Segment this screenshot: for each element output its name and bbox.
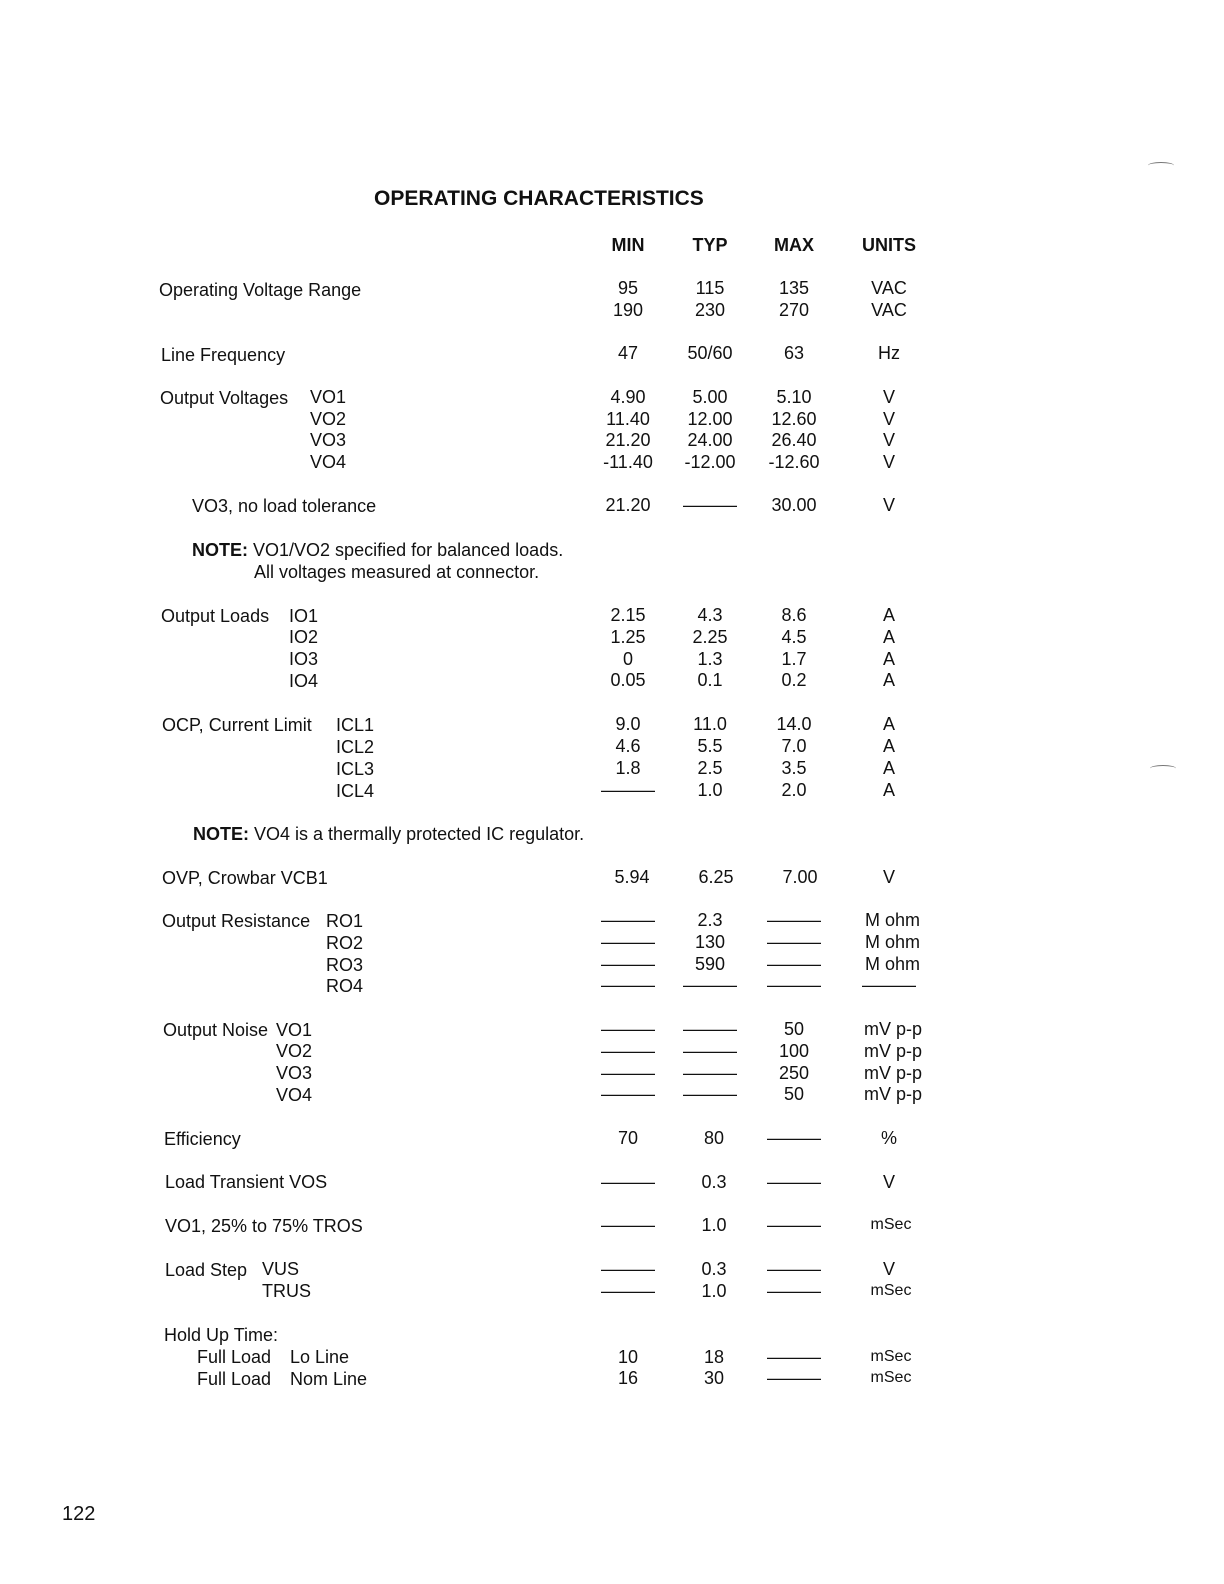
value-typ: 18 [703,1347,725,1367]
value-units: mV p-p [864,1041,923,1061]
value-max: 135 [778,278,810,298]
value-units: Hz [878,343,900,363]
sub-label: VO4 [276,1085,313,1105]
note-label: NOTE: [192,540,248,560]
page-title: OPERATING CHARACTERISTICS [374,187,704,210]
sub-label: ICL4 [336,781,375,801]
value-max: 5.10 [776,387,812,407]
param-label: OCP, Current Limit [162,715,312,735]
value-typ: 590 [694,954,726,974]
sub-label: ICL1 [336,715,375,735]
value-min: 9.0 [615,714,641,734]
dash-typ: ——— [683,1041,737,1061]
value-min: 10 [617,1347,639,1367]
value-units: V [882,1259,895,1279]
dash-max: ——— [767,1347,821,1367]
page-number: 122 [62,1503,96,1525]
param-label: Line Frequency [161,345,286,365]
dash-max: ——— [767,1281,821,1301]
value-max: 50 [783,1084,805,1104]
value-min: 4.90 [610,387,646,407]
value-max: 4.5 [781,627,807,647]
value-typ: 130 [694,932,726,952]
value-units: M ohm [865,932,921,952]
value-typ: 115 [695,278,725,298]
value-typ: 0.3 [701,1259,727,1279]
dash-min: ——— [601,910,655,930]
value-units: V [882,867,895,887]
value-typ: 11.0 [693,714,727,734]
dash-min: ——— [601,1259,655,1279]
value-units: V [882,387,895,407]
dash-min: ——— [601,932,655,952]
scan-mark [1148,162,1174,169]
sub-label: VO3 [276,1063,313,1083]
sub-label: TRUS [262,1281,311,1301]
value-units: A [882,758,895,778]
value-units: A [882,780,895,800]
value-typ: 24.00 [687,430,733,450]
param-label: VO3, no load tolerance [192,496,377,516]
value-min: 70 [617,1128,639,1148]
value-units: mV p-p [864,1084,923,1104]
value-min: 2.15 [610,605,646,625]
dash-max: ——— [767,954,821,974]
scan-mark [1150,765,1176,772]
value-max: 50 [783,1019,805,1039]
dash-typ: ——— [683,1084,737,1104]
note-text: VO4 is a thermally protected IC regulator. [254,824,585,844]
value-typ: 12.00 [687,409,733,429]
value-max: 7.0 [781,736,807,756]
value-min: 0 [622,649,633,669]
value-min: 16 [617,1368,639,1388]
value-typ: 2.5 [697,758,723,778]
param-label: Output Noise [163,1020,269,1040]
column-header-max: MAX [774,235,814,255]
value-units: A [882,736,895,756]
value-min: 1.8 [615,758,641,778]
sub-label: VO4 [310,452,347,472]
value-units: M ohm [865,910,921,930]
dash-typ: ——— [683,975,737,995]
dash-min: ——— [601,1063,655,1083]
value-typ: 1.0 [697,780,723,800]
value-units: VAC [871,300,907,320]
param-label: VO1, 25% to 75% TROS [165,1216,363,1236]
column-header-units: UNITS [862,235,916,255]
value-units: A [882,670,895,690]
sub-label: IO4 [289,671,319,691]
value-units: mSec [870,1216,912,1233]
sub-label: VO2 [310,409,347,429]
value-max: 14.0 [776,714,812,734]
column-header-min: MIN [611,235,645,255]
value-max: 1.7 [781,649,807,669]
dash-max: ——— [767,1259,821,1279]
param-label: Load Step [165,1260,248,1280]
value-units: mSec [870,1282,912,1299]
dash-typ: ——— [683,1019,737,1039]
value-units: V [882,452,895,472]
value-typ: 80 [703,1128,725,1148]
value-units: mV p-p [864,1063,923,1083]
value-max: 63 [783,343,805,363]
value-max: 2.0 [781,780,807,800]
value-max: 30.00 [771,495,817,515]
value-units: A [882,649,895,669]
value-typ: 5.00 [692,387,728,407]
value-typ: 2.3 [697,910,723,930]
param-label: OVP, Crowbar VCB1 [162,868,328,888]
value-typ: 30 [703,1368,725,1388]
param-label: Output Resistance [162,911,311,931]
value-units: A [882,627,895,647]
dash-min: ——— [601,975,655,995]
sub-label: IO2 [289,627,319,647]
note [193,823,584,845]
value-units: mSec [870,1348,912,1365]
dash-max: ——— [767,1215,821,1235]
value-max: 3.5 [781,758,807,778]
value-max: 0.2 [781,670,807,690]
dash-max: ——— [767,975,821,995]
value-typ: 0.3 [701,1172,727,1192]
sub-label: Nom Line [290,1369,368,1389]
value-typ: 0.1 [697,670,723,690]
value-max: 26.40 [771,430,817,450]
value-units: mV p-p [864,1019,923,1039]
value-max: 8.6 [781,605,807,625]
value-typ: 6.25 [698,867,734,887]
dash-min: ——— [601,1281,655,1301]
dash-typ: ——— [683,495,737,515]
value-min: 21.20 [605,495,651,515]
dash-max: ——— [767,1368,821,1388]
value-typ: 4.3 [697,605,723,625]
sub-label: VO1 [310,387,347,407]
value-typ: 1.3 [697,649,723,669]
value-max: 100 [778,1041,810,1061]
param-label: Operating Voltage Range [159,280,362,300]
dash-units: ——— [862,975,916,995]
sub-label: VO2 [276,1041,313,1061]
value-min: 0.05 [610,670,646,690]
sub-label: RO4 [326,976,364,996]
value-units: % [880,1128,897,1148]
dash-min: ——— [601,954,655,974]
note-text: VO1/VO2 specified for balanced loads. [253,540,564,560]
value-typ: -12.00 [684,452,736,472]
value-units: M ohm [865,954,921,974]
dash-max: ——— [767,1172,821,1192]
value-min: 190 [612,300,644,320]
sub-label: RO1 [326,911,364,931]
note [192,539,563,561]
sub-label: RO3 [326,955,364,975]
dash-max: ——— [767,932,821,952]
param-label: Efficiency [164,1129,241,1149]
value-max: 270 [778,300,810,320]
value-typ: 1.0 [701,1281,727,1301]
sub-label: VO3 [310,430,347,450]
dash-min: ——— [601,1172,655,1192]
dash-max: ——— [767,910,821,930]
sub-label: ICL2 [336,737,375,757]
dash-min: ——— [601,1215,655,1235]
sub-label: IO1 [289,606,319,626]
value-min: 95 [617,278,639,298]
value-max: 7.00 [782,867,818,887]
value-typ: 2.25 [692,627,728,647]
sub-label: Full Load [197,1369,272,1389]
dash-min: ——— [601,1041,655,1061]
value-min: -11.40 [603,452,653,472]
value-units: V [882,1172,895,1192]
param-label: Output Voltages [160,388,289,408]
param-label: Hold Up Time: [164,1325,279,1345]
value-min: 4.6 [615,736,641,756]
value-max: 250 [778,1063,810,1083]
value-min: 5.94 [614,867,650,887]
column-header-typ: TYP [692,235,728,255]
value-units: mSec [870,1369,912,1386]
value-min: 1.25 [610,627,646,647]
value-units: VAC [871,278,907,298]
value-max: 12.60 [771,409,817,429]
value-units: A [882,714,895,734]
param-label: Load Transient VOS [165,1172,328,1192]
dash-max: ——— [767,1128,821,1148]
sub-label: VUS [262,1259,300,1279]
note-label: NOTE: [193,824,249,844]
sub-label: VO1 [276,1020,313,1040]
value-typ: 5.5 [697,736,723,756]
value-min: 21.20 [605,430,651,450]
value-units: V [882,430,895,450]
value-typ: 230 [694,300,726,320]
sub-label: Lo Line [290,1347,350,1367]
sub-label: Full Load [197,1347,272,1367]
param-label: Output Loads [161,606,270,626]
dash-min: ——— [601,1019,655,1039]
dash-typ: ——— [683,1063,737,1083]
dash-min: ——— [601,1084,655,1104]
dash-min: ——— [601,780,655,800]
value-typ: 50/60 [687,343,733,363]
note-text: All voltages measured at connector. [254,562,540,582]
value-max: -12.60 [768,452,820,472]
value-units: A [882,605,895,625]
sub-label: IO3 [289,649,319,669]
value-units: V [882,409,895,429]
sub-label: ICL3 [336,759,375,779]
value-min: 47 [617,343,639,363]
sub-label: RO2 [326,933,364,953]
value-min: 11.40 [606,409,650,429]
value-units: V [882,495,895,515]
value-typ: 1.0 [701,1215,727,1235]
